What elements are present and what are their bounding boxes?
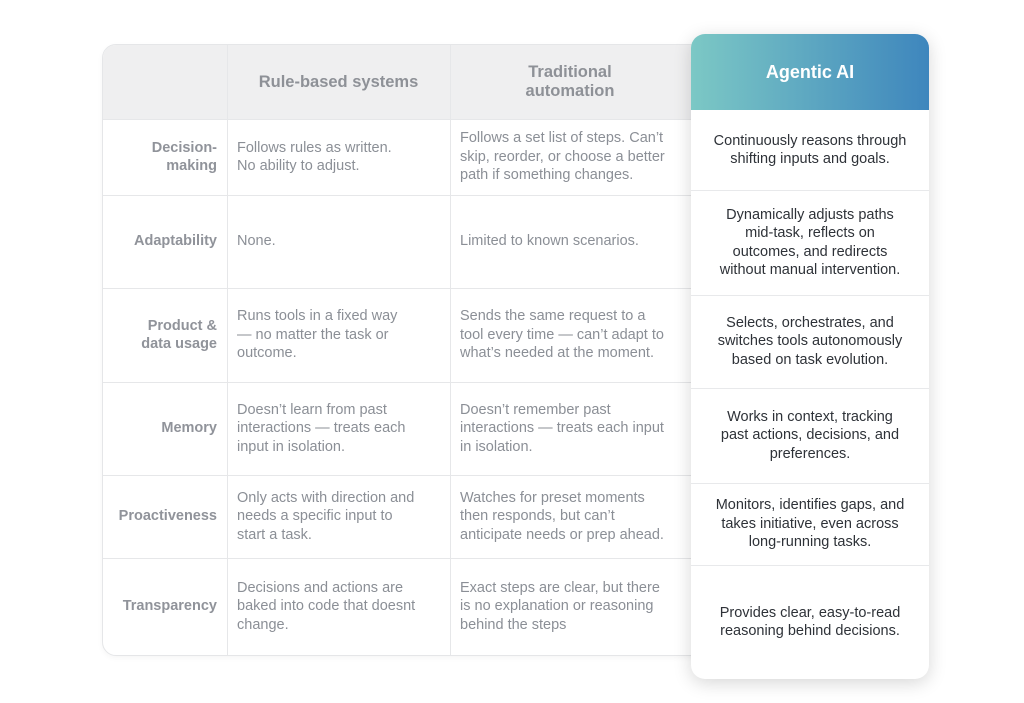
row-label bbox=[103, 558, 227, 655]
traditional-cell-text: Follows a set list of steps. Can’t skip, reorder, or choose a better path if something changes. bbox=[460, 130, 665, 184]
rule-based-cell bbox=[227, 475, 450, 558]
rule-based-cell bbox=[227, 288, 450, 382]
row-label-text: Memory bbox=[161, 420, 217, 437]
column-header-rule-based bbox=[227, 45, 450, 119]
rule-based-cell bbox=[227, 558, 450, 655]
agentic-cell bbox=[691, 295, 929, 388]
column-header-agentic bbox=[691, 34, 929, 110]
column-header-label: Traditional automation bbox=[525, 63, 615, 100]
rule-based-cell bbox=[227, 119, 450, 195]
rule-based-cell-text: None. bbox=[237, 233, 276, 250]
column-header-label: Agentic AI bbox=[765, 61, 855, 82]
agentic-cell bbox=[691, 110, 929, 190]
agentic-cell-text: Works in context, tracking past actions, decisions, and preferences. bbox=[720, 408, 900, 462]
comparison-table bbox=[102, 44, 724, 656]
column-header-traditional bbox=[450, 45, 690, 119]
row-label-text: Decision- making bbox=[151, 139, 217, 174]
row-label bbox=[103, 119, 227, 195]
agentic-cell-text: Selects, orchestrates, and switches tools autonomously based on task evolution. bbox=[717, 314, 903, 368]
row-label-text: Transparency bbox=[122, 598, 217, 615]
traditional-cell-text: Watches for preset moments then responds, but can’t anticipate needs or prep ahead. bbox=[460, 489, 664, 543]
agentic-ai-column bbox=[691, 34, 929, 679]
row-label-text: Product & data usage bbox=[141, 317, 217, 352]
row-label bbox=[103, 195, 227, 288]
agentic-cell bbox=[691, 565, 929, 679]
row-label bbox=[103, 288, 227, 382]
traditional-cell bbox=[450, 475, 690, 558]
rule-based-cell-text: Follows rules as written. No ability to adjust. bbox=[237, 139, 392, 174]
row-label bbox=[103, 382, 227, 475]
rule-based-cell-text: Doesn’t learn from past interactions — treats each input in isolation. bbox=[237, 401, 406, 455]
rule-based-cell-text: Only acts with direction and needs a specific input to start a task. bbox=[237, 489, 415, 543]
rule-based-cell-text: Runs tools in a fixed way — no matter the task or outcome. bbox=[237, 308, 398, 362]
row-label-text: Proactiveness bbox=[118, 508, 217, 525]
row-label bbox=[103, 475, 227, 558]
traditional-cell bbox=[450, 558, 690, 655]
traditional-cell-text: Doesn’t remember past interactions — treats each input in isolation. bbox=[460, 401, 664, 455]
traditional-cell bbox=[450, 195, 690, 288]
rule-based-cell bbox=[227, 382, 450, 475]
traditional-cell-text: Limited to known scenarios. bbox=[460, 233, 639, 250]
traditional-cell-text: Sends the same request to a tool every time — can’t adapt to what’s needed at the moment. bbox=[460, 308, 664, 362]
agentic-cell bbox=[691, 190, 929, 295]
agentic-cell-text: Monitors, identifies gaps, and takes initiative, even across long-running tasks. bbox=[715, 497, 905, 551]
rule-based-cell-text: Decisions and actions are baked into code that doesnt change. bbox=[237, 579, 416, 633]
row-label-text: Adaptability bbox=[134, 233, 217, 250]
agentic-cell bbox=[691, 483, 929, 565]
traditional-cell bbox=[450, 119, 690, 195]
traditional-cell bbox=[450, 382, 690, 475]
traditional-cell-text: Exact steps are clear, but there is no explanation or reasoning behind the steps bbox=[460, 579, 660, 633]
agentic-cell-text: Dynamically adjusts paths mid-task, reflects on outcomes, and redirects without manual intervention. bbox=[719, 206, 901, 278]
traditional-cell bbox=[450, 288, 690, 382]
agentic-cell bbox=[691, 388, 929, 483]
column-header-label: Rule-based systems bbox=[258, 72, 419, 91]
agentic-cell-text: Provides clear, easy-to-read reasoning behind decisions. bbox=[719, 604, 901, 639]
rule-based-cell bbox=[227, 195, 450, 288]
agentic-cell-text: Continuously reasons through shifting inputs and goals. bbox=[713, 132, 907, 167]
